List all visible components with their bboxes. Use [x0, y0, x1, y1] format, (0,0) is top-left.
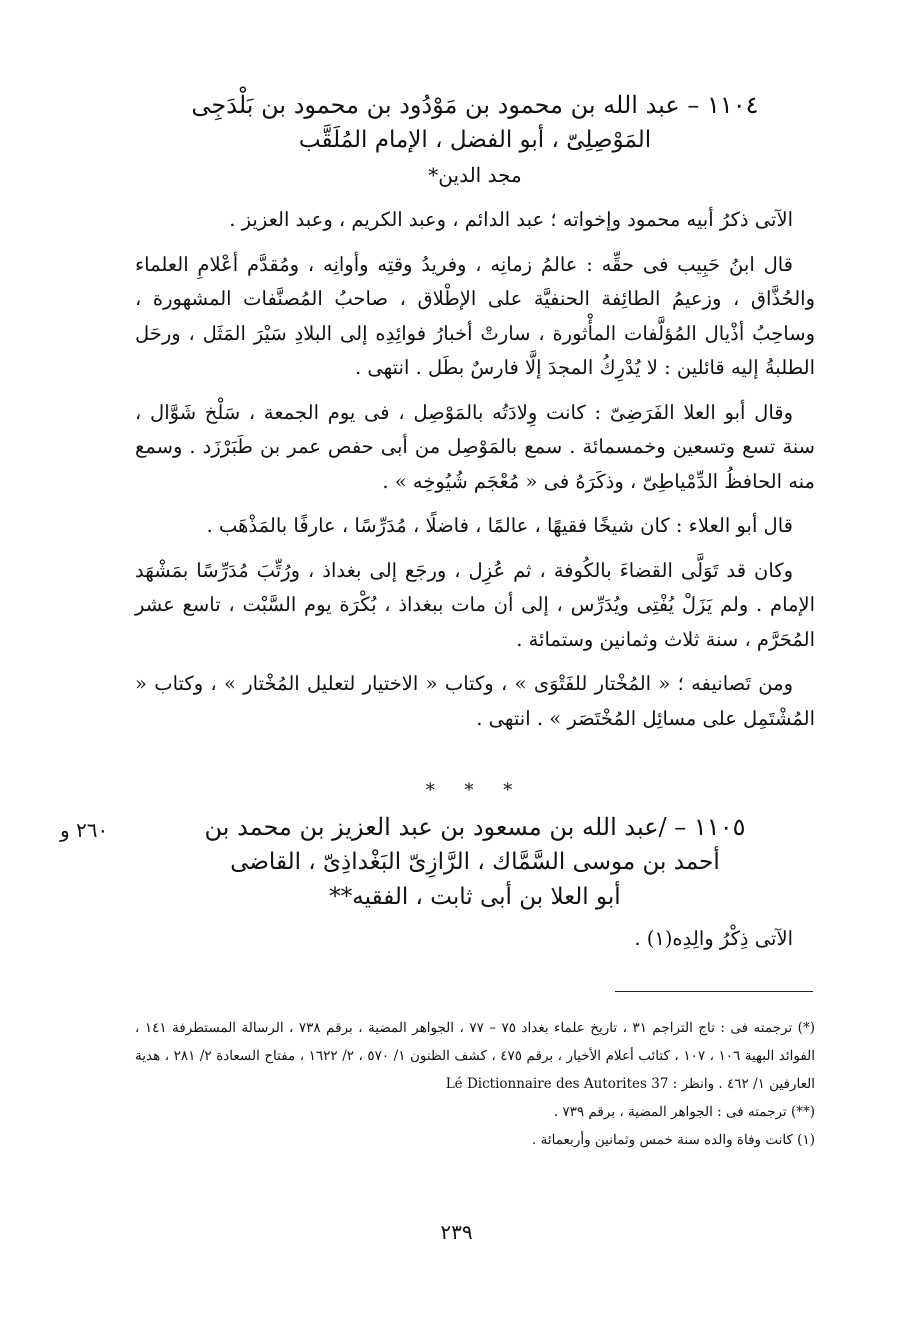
entry-1105-title-line1: ١١٠٥ – /عبد الله بن مسعود بن عبد العزيز بن محمد بن [204, 813, 746, 841]
paragraph: قال أبو العلاء : كان شيخًا فقيهًا ، عالمًا ، فاضلًا ، مُدَرِّسًا ، عارفًا بالمَذْهَب . [206, 514, 793, 537]
entry-1104-title-line2: المَوْصِلِىّ ، أبو الفضل ، الإمام المُلَقَّب [298, 127, 652, 153]
entry-1105-title-line3: أبو العلا بن أبى ثابت ، الفقيه** [329, 884, 621, 910]
footnotes [135, 1014, 815, 1154]
entry-1105-title-line2: أحمد بن موسى السَّمَّاك ، الرَّازِىّ البَغْداذِىّ ، القاضى [230, 849, 720, 875]
paragraph: وقال أبو العلا الفَرَضِىّ : كانت وِلادَتُه بالمَوْصِل ، فى يوم الجمعة ، سَلْخ شَوَّال ، سنة تسع وتسعين وخمسمائة . سمع بالمَوْصِل من أبى حفص عمر بن طَبَرْزَد . وسمع منه الحافظُ الدِّمْياطِىّ ، وذكَرَهُ فى « مُعْجَم شُيُوخِه » . [135, 400, 815, 493]
paragraph: وكان قد تَوَلَّى القضاءَ بالكُوفة ، ثم عُزِل ، ورجَع إلى بغداذ ، ورُتِّبَ مُدَرِّسًا بمَشْهَد الإمام . ولم يَزَلْ يُفْتِى ويُدَرِّس ، إلى أن مات ببغداذ ، بُكْرَة يوم السَّبْت ، تاسع عشر المُحَرَّم ، سنة ثلاث وثمانين وستمائة . [135, 558, 815, 651]
footnote: (*) ترجمته فى : تاج التراجم ٣١ ، تاريخ علماء بغداد ٧٥ – ٧٧ ، الجواهر المضية ، برقم ٧٣٨ ، الرسالة المستطرفة ١٤١ ، الفوائد البهية ١٠٦ ، ١٠٧ ، كتائب أعلام الأخيار ، برقم ٤٧٥ ، كشف الظنون ١/ ٥٧٠ ، ٢/ ١٦٢٢ ، مفتاح السعادة ٢/ ٢٨١ ، هدية العارفين ١/ ٤٦٢ . وانظر : Lé Dictionnaire des Autorites 37 [135, 1020, 815, 1092]
paragraph: الآتى ذكرُ أبيه محمود وإخواته ؛ عبد الدائم ، وعبد الكريم ، وعبد العزيز . [229, 208, 793, 231]
footnote-rule [615, 991, 813, 992]
paragraph: قال ابنُ حَبِيب فى حقِّه : عالمُ زمانِه ، وفريدُ وقتِه وأوانِه ، ومُقدَّم أعْلامِ العلماء والحُذَّاق ، وزعيمُ الطائِفة الحنفيَّة على الإطْلاق ، صاحبُ المُصنَّفات المشهورة ، وساحِبُ أذْيال المُؤلَّفات المأْثورة ، سارتْ أخبارُ فوائِدِه إلى البلادِ سَيْرَ المَثَل ، ورحَل الطلبةُ إليه قائلين : لا يُدْرِكُ المجدَ إلَّا فارسٌ بطَل . انتهى . [135, 252, 815, 379]
entry-1104-heading [135, 88, 815, 193]
margin-folio-note: ٢٦٠ و [60, 818, 109, 842]
paragraph: الآتى ذِكْرُ والِدِه(١) . [634, 927, 793, 950]
entry-1105-body [135, 922, 815, 957]
section-separator: * * * [425, 780, 525, 801]
paragraph: ومن تَصانيفه ؛ « المُخْتار للفَتْوَى » ، وكتاب « الاختيار لتعليل المُخْتار » ، وكتاب « المُشْتَمِل على مسائِل المُخْتَصَر » . انتهى . [135, 672, 815, 730]
entry-1105-heading [135, 810, 815, 915]
entry-1104-body [135, 203, 815, 736]
footnote: (**) ترجمته فى : الجواهر المضية ، برقم ٧٣٩ . [553, 1104, 815, 1120]
entry-1104-title-line1: ١١٠٤ – عبد الله بن محمود بن مَوْدُود بن محمود بن بَلْدَجِى [191, 91, 759, 119]
footnote: (١) كانت وفاة والده سنة خمس وثمانين وأربعمائة . [532, 1132, 815, 1148]
page-number: ٢٣٩ [440, 1220, 473, 1244]
entry-1104-title-line3: مجد الدين* [428, 163, 522, 187]
